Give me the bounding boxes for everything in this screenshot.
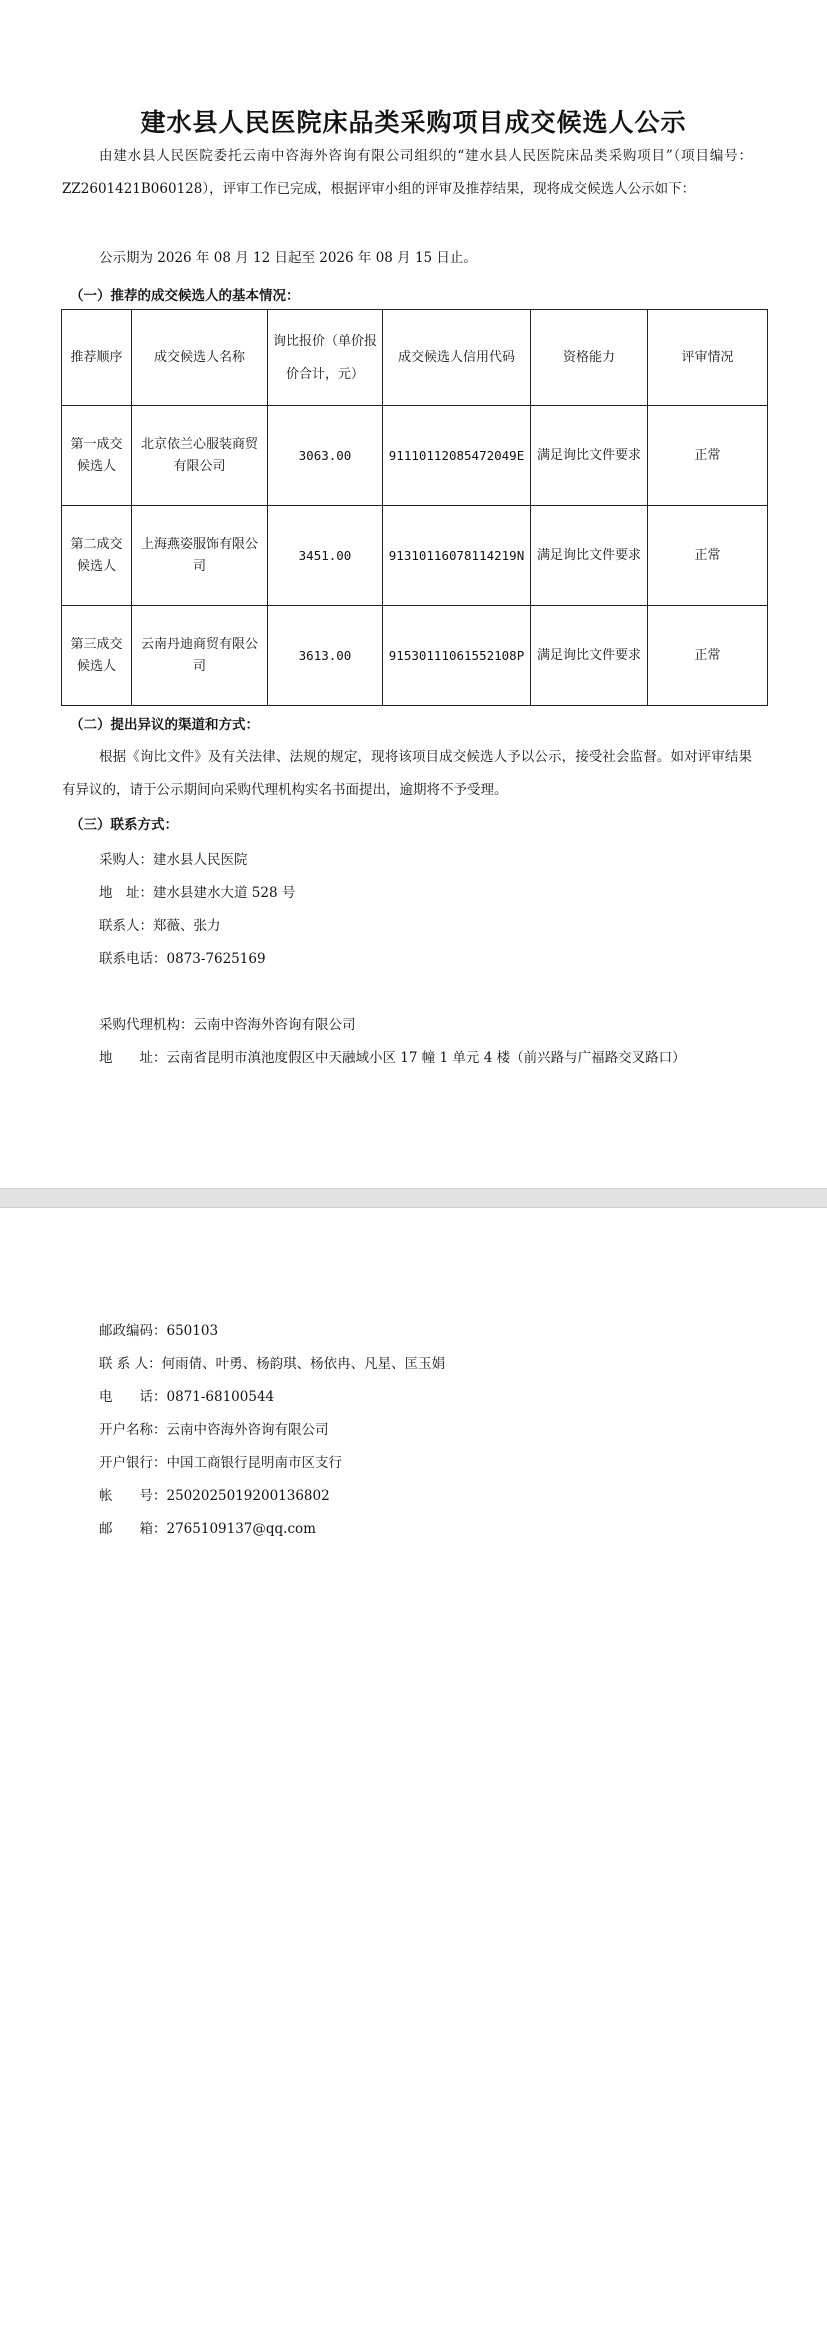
cell-name: 北京依兰心服装商贸有限公司 [132, 406, 268, 506]
section-2-heading: （二）提出异议的渠道和方式： [70, 717, 259, 733]
email-line: 邮 箱：2765109137@qq.com [99, 1521, 316, 1537]
account-name-line: 开户名称：云南中咨海外咨询有限公司 [99, 1422, 329, 1438]
purchaser-phone-line: 联系电话：0873-7625169 [99, 951, 266, 967]
bank-line: 开户银行：中国工商银行昆明南市区支行 [99, 1455, 342, 1471]
cell-rank: 第一成交候选人 [62, 406, 132, 506]
intro-paragraph: 由建水县人民医院委托云南中咨海外咨询有限公司组织的“建水县人民医院床品类采购项目”（项目编号：ZZ2601421B060128），评审工作已完成，根据评审小组的评审及推荐结果，现将成交候选人公示如下： [62, 148, 752, 197]
purchaser-address-line: 地 址：建水县建水大道 528 号 [99, 885, 296, 901]
cell-code: 91530111061552108P [383, 606, 531, 706]
objection-paragraph: 根据《询比文件》及有关法律、法规的规定，现将该项目成交候选人予以公示，接受社会监督。如对评审结果有异议的，请于公示期间向采购代理机构实名书面提出，逾期将不予受理。 [62, 749, 752, 798]
cell-rank: 第三成交候选人 [62, 606, 132, 706]
page-2 [0, 1208, 827, 2333]
section-1-heading: （一）推荐的成交候选人的基本情况： [70, 288, 300, 304]
header-review: 评审情况 [648, 310, 768, 406]
table-header-row [62, 310, 768, 406]
header-price: 询比报价（单价报价合计，元） [268, 310, 383, 406]
candidates-table [61, 309, 768, 706]
agency-phone-line: 电 话：0871-68100544 [99, 1389, 275, 1405]
page-separator [0, 1188, 827, 1208]
period-paragraph: 公示期为 2026 年 08 月 12 日起至 2026 年 08 月 15 日止。 [99, 250, 477, 266]
cell-qualification: 满足询比文件要求 [531, 506, 648, 606]
postcode-line: 邮政编码：650103 [99, 1323, 219, 1339]
cell-price: 3451.00 [268, 506, 383, 606]
cell-code: 91110112085472049E [383, 406, 531, 506]
cell-code: 91310116078114219N [383, 506, 531, 606]
cell-qualification: 满足询比文件要求 [531, 406, 648, 506]
header-name: 成交候选人名称 [132, 310, 268, 406]
cell-price: 3063.00 [268, 406, 383, 506]
purchaser-contact-line: 联系人：郑薇、张力 [99, 918, 221, 934]
cell-review: 正常 [648, 506, 768, 606]
table-row [62, 506, 768, 606]
cell-rank: 第二成交候选人 [62, 506, 132, 606]
header-rank: 推荐顺序 [62, 310, 132, 406]
cell-name: 上海燕姿服饰有限公司 [132, 506, 268, 606]
cell-review: 正常 [648, 606, 768, 706]
table-row [62, 406, 768, 506]
cell-name: 云南丹迪商贸有限公司 [132, 606, 268, 706]
cell-price: 3613.00 [268, 606, 383, 706]
purchaser-line: 采购人：建水县人民医院 [99, 852, 248, 868]
agency-line: 采购代理机构：云南中咨海外咨询有限公司 [99, 1017, 356, 1033]
header-qualification: 资格能力 [531, 310, 648, 406]
agency-contact-line: 联 系 人：何雨倩、叶勇、杨韵琪、杨依冉、凡星、匡玉娟 [99, 1356, 446, 1372]
cell-qualification: 满足询比文件要求 [531, 606, 648, 706]
header-code: 成交候选人信用代码 [383, 310, 531, 406]
section-3-heading: （三）联系方式： [70, 817, 178, 833]
table-row [62, 606, 768, 706]
cell-review: 正常 [648, 406, 768, 506]
document-title: 建水县人民医院床品类采购项目成交候选人公示 [140, 108, 687, 137]
agency-address-line: 地 址：云南省昆明市滇池度假区中天融域小区 17 幢 1 单元 4 楼（前兴路与广福路交叉路口） [99, 1050, 686, 1066]
account-number-line: 帐 号：2502025019200136802 [99, 1488, 330, 1504]
